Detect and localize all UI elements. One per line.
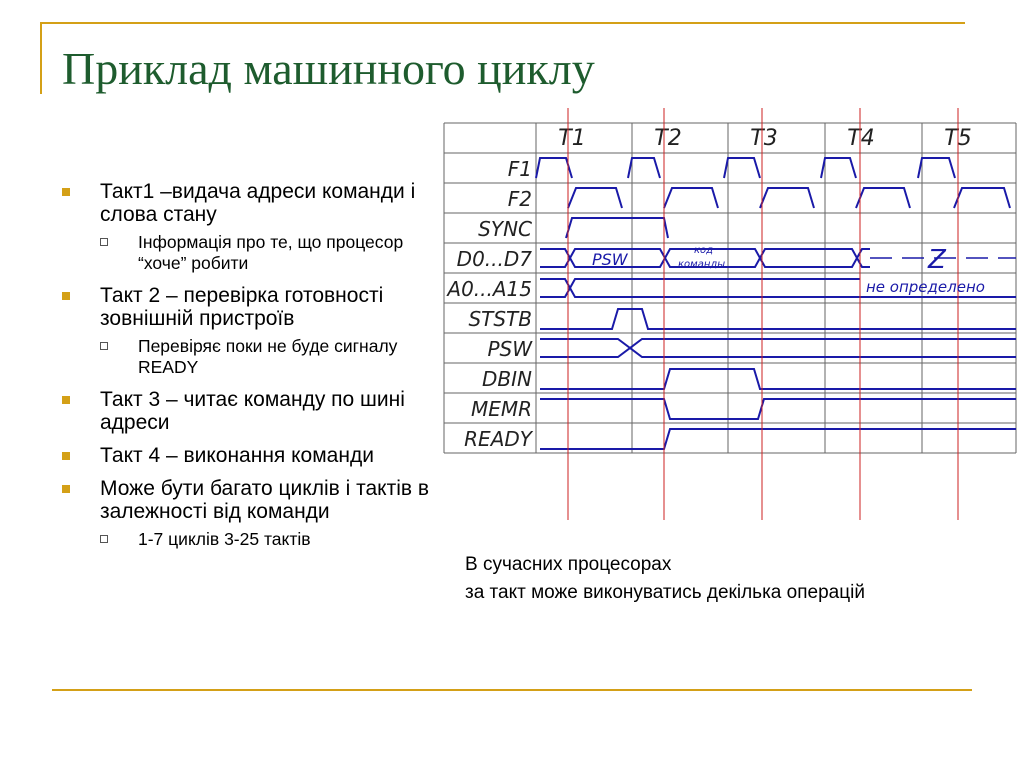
f1-pulse — [821, 158, 856, 178]
signal-label: PSW — [487, 337, 532, 361]
f1-pulse — [918, 158, 955, 178]
ready-signal — [540, 429, 1016, 449]
psw-lower — [540, 339, 1016, 357]
sub-bullet-text: Інформація про те, що процесор “хоче” робити — [138, 232, 404, 273]
f2-pulse — [568, 188, 622, 208]
sync-pulse — [566, 218, 668, 238]
f2-pulse — [664, 188, 718, 208]
signal-label: SYNC — [478, 217, 532, 241]
note-line-2: за такт може виконуватись декілька операцій — [465, 582, 865, 603]
code-label-line-1: код — [694, 245, 714, 256]
sub-bullet-text: 1-7 циклів 3-25 тактів — [138, 529, 311, 549]
signal-label: DBIN — [482, 367, 532, 391]
f2-pulse — [760, 188, 814, 208]
ststb-signal — [540, 309, 1016, 329]
memr-signal — [540, 399, 1016, 419]
signal-label: D0...D7 — [456, 247, 532, 271]
clock-markers — [568, 108, 958, 520]
f1-pulse — [724, 158, 760, 178]
signal-label: READY — [464, 427, 532, 451]
signal-label: F2 — [507, 187, 532, 211]
bullet-text: Такт 3 – читає команду по шині адреси — [100, 388, 405, 434]
f2-pulse — [856, 188, 910, 208]
clock-label: T5 — [944, 126, 972, 151]
psw-bus-label: PSW — [592, 250, 628, 269]
signal-label: MEMR — [470, 397, 532, 421]
undefined-label: не определено — [866, 278, 985, 296]
f1-pulse — [628, 158, 660, 178]
sub-bullet-text: Перевіряє поки не буде сигналу READY — [138, 336, 398, 377]
code-label-line-2: команды — [678, 259, 726, 270]
bullet-text: Такт1 –видача адреси команди і слова стану — [100, 180, 416, 226]
clock-label: T4 — [847, 126, 875, 151]
f2-pulse — [954, 188, 1010, 208]
address-bus-lower — [540, 279, 860, 297]
diagram-annotations — [592, 245, 985, 296]
bullet-text: Може бути багато циклів і тактів в залежності від команди — [100, 477, 430, 523]
signal-label: F1 — [507, 157, 532, 181]
clock-label: T2 — [654, 126, 682, 151]
slide-title: Приклад машинного циклу — [62, 43, 595, 94]
signal-label: A0...A15 — [447, 277, 532, 301]
note-line-1: В сучасних процесорах — [465, 554, 672, 575]
clock-label: T3 — [750, 126, 778, 151]
bullet-text: Такт 4 – виконання команди — [100, 444, 374, 467]
high-z-label: Z — [928, 245, 946, 275]
signal-label: STSTB — [468, 307, 532, 331]
psw-upper — [540, 339, 1016, 357]
dbin-signal — [540, 369, 1016, 389]
bullet-text: Такт 2 – перевірка готовності зовнішній пристроїв — [100, 284, 384, 330]
clock-label: T1 — [558, 126, 586, 151]
f1-pulse — [536, 158, 572, 178]
